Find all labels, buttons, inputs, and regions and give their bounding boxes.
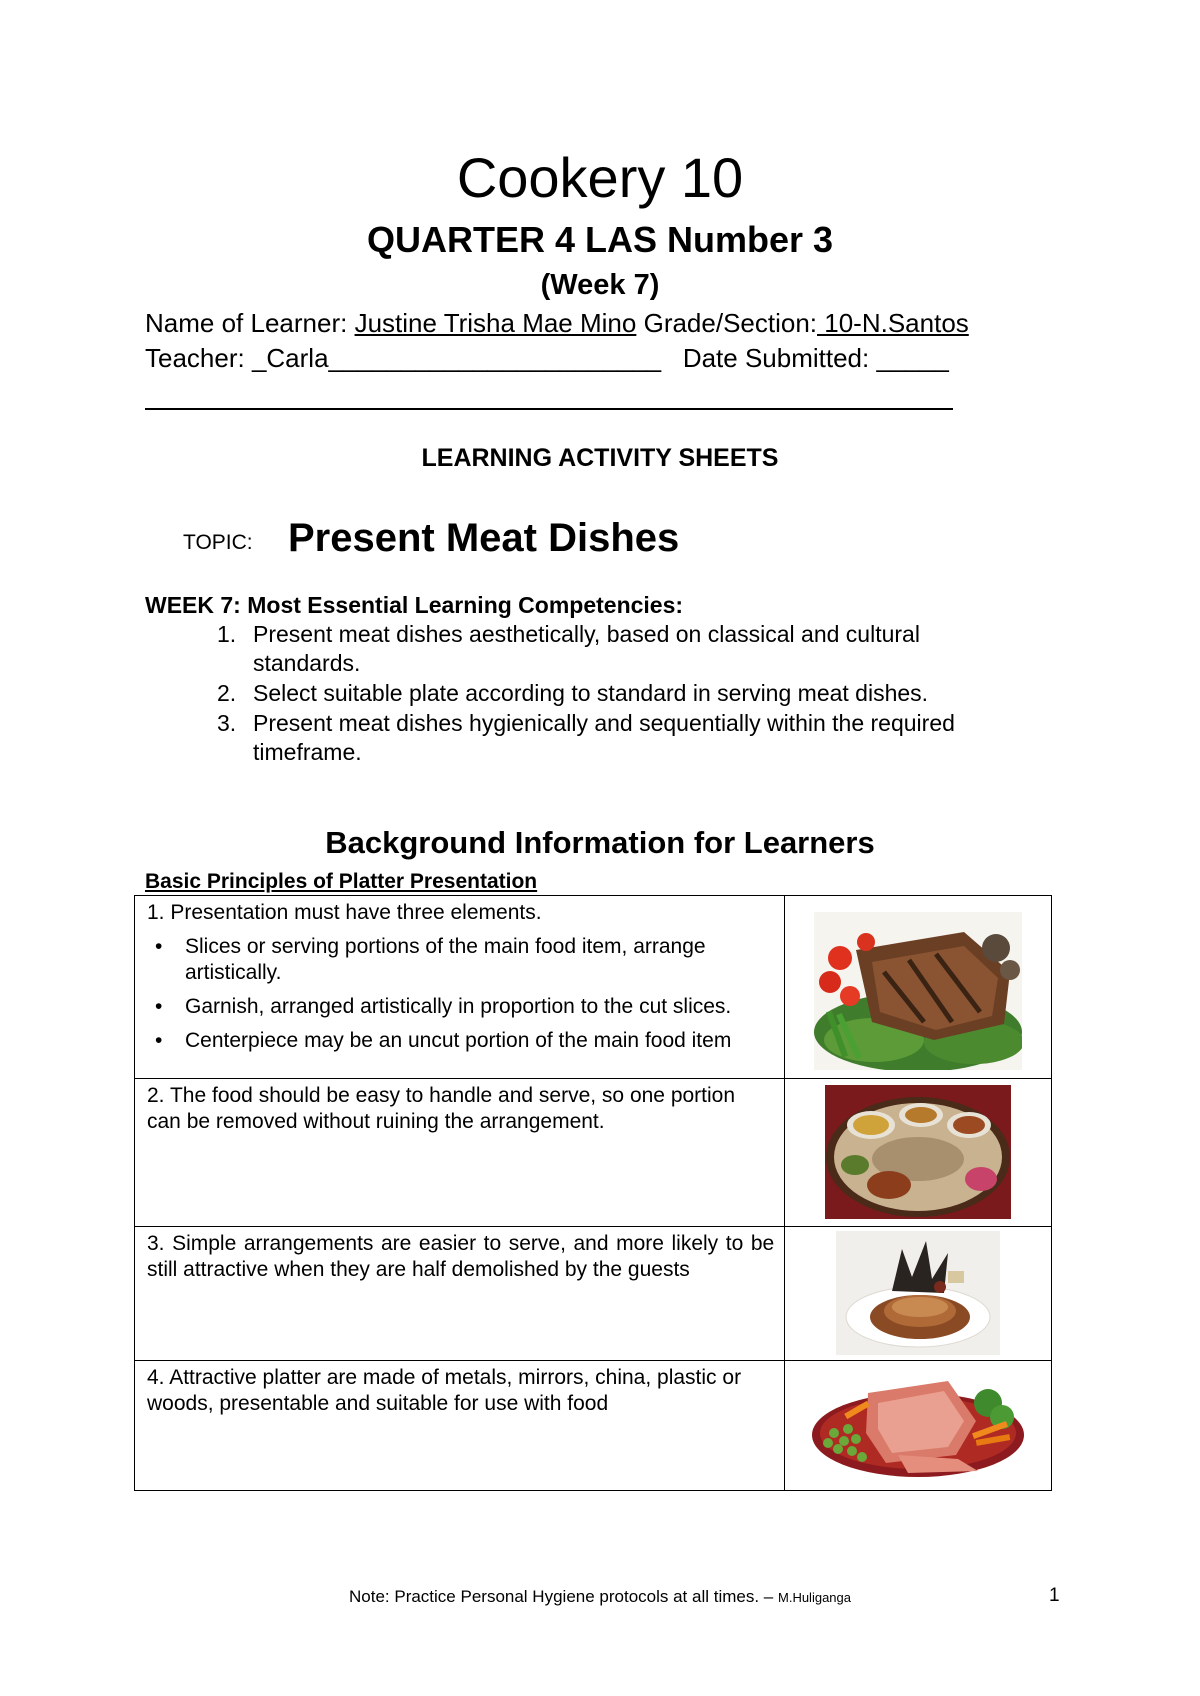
principles-table bbox=[134, 895, 1052, 1491]
table-row bbox=[135, 896, 1052, 1079]
principle-cell: 4. Attractive platter are made of metals, mirrors, china, plastic or woods, presentable and suitable for use with food bbox=[135, 1361, 785, 1491]
bullet-item: • Centerpiece may be an uncut portion of the main food item bbox=[147, 1028, 774, 1054]
page-number: 1 bbox=[1049, 1585, 1060, 1606]
list-item: 1. Present meat dishes aesthetically, based on classical and cultural standards. bbox=[217, 621, 920, 676]
bullet-item: • Slices or serving portions of the main food item, arrange artistically. bbox=[147, 934, 774, 986]
las-title: LEARNING ACTIVITY SHEETS bbox=[421, 444, 779, 472]
week-heading: (Week 7) bbox=[540, 269, 660, 301]
topic-label: TOPIC: bbox=[183, 531, 253, 554]
teacher-info-line bbox=[145, 342, 949, 374]
competencies-list bbox=[145, 620, 1025, 768]
competencies-heading: WEEK 7: Most Essential Learning Competencies: bbox=[145, 592, 684, 618]
footer-note: Note: Practice Personal Hygiene protocols at all times. – M.Huliganga bbox=[349, 1587, 851, 1606]
principle-cell: 1. Presentation must have three elements. • Slices or serving portions of the main food item, arrange artistically. • Garnish, arranged artistically in proportion to the cut slices. • Centerpiece may be an uncut portion of the main food item bbox=[135, 896, 785, 1079]
teacher-label: Teacher: _Carla bbox=[145, 343, 329, 373]
grade-section-label: Grade/Section: bbox=[643, 308, 818, 338]
image-cell bbox=[785, 1361, 1052, 1491]
plated-meat-image bbox=[836, 1231, 1000, 1355]
teacher-blank: _______________________ bbox=[328, 343, 662, 373]
bullet-item: • Garnish, arranged artistically in proportion to the cut slices. bbox=[147, 994, 774, 1020]
image-cell bbox=[785, 1227, 1052, 1361]
principle-cell: 2. The food should be easy to handle and serve, so one portion can be removed without ruining the arrangement. bbox=[135, 1079, 785, 1227]
document-title: Cookery 10 bbox=[456, 146, 744, 209]
date-submitted-label: Date Submitted: bbox=[682, 343, 870, 373]
quarter-heading: QUARTER 4 LAS Number 3 bbox=[366, 219, 834, 260]
learner-name-label: Name of Learner: bbox=[145, 308, 348, 338]
date-submitted-blank: _____ bbox=[876, 343, 949, 373]
table-row bbox=[135, 1227, 1052, 1361]
list-item: 2. Select suitable plate according to standard in serving meat dishes. bbox=[217, 680, 929, 706]
image-cell bbox=[785, 1079, 1052, 1227]
learner-name-value: Justine Trisha Mae Mino bbox=[354, 308, 637, 338]
table-row bbox=[135, 1361, 1052, 1491]
principle-cell: 3. Simple arrangements are easier to serve, and more likely to be still attractive when they are half demolished by the guests bbox=[135, 1227, 785, 1361]
footer-signature: M.Huliganga bbox=[778, 1590, 851, 1605]
grade-section-value: 10-N.Santos bbox=[817, 308, 969, 338]
ham-platter-image bbox=[808, 1363, 1028, 1479]
background-heading: Background Information for Learners bbox=[325, 825, 875, 860]
mixed-platter-image bbox=[825, 1085, 1011, 1219]
blank-line-divider bbox=[145, 408, 953, 410]
learner-info-line bbox=[145, 307, 969, 339]
steak-platter-image bbox=[814, 912, 1022, 1070]
table-row bbox=[135, 1079, 1052, 1227]
principles-subheading: Basic Principles of Platter Presentation bbox=[145, 870, 538, 893]
topic-title: Present Meat Dishes bbox=[288, 516, 680, 560]
list-item: 3. Present meat dishes hygienically and sequentially within the required timeframe. bbox=[217, 710, 955, 765]
image-cell bbox=[785, 896, 1052, 1079]
